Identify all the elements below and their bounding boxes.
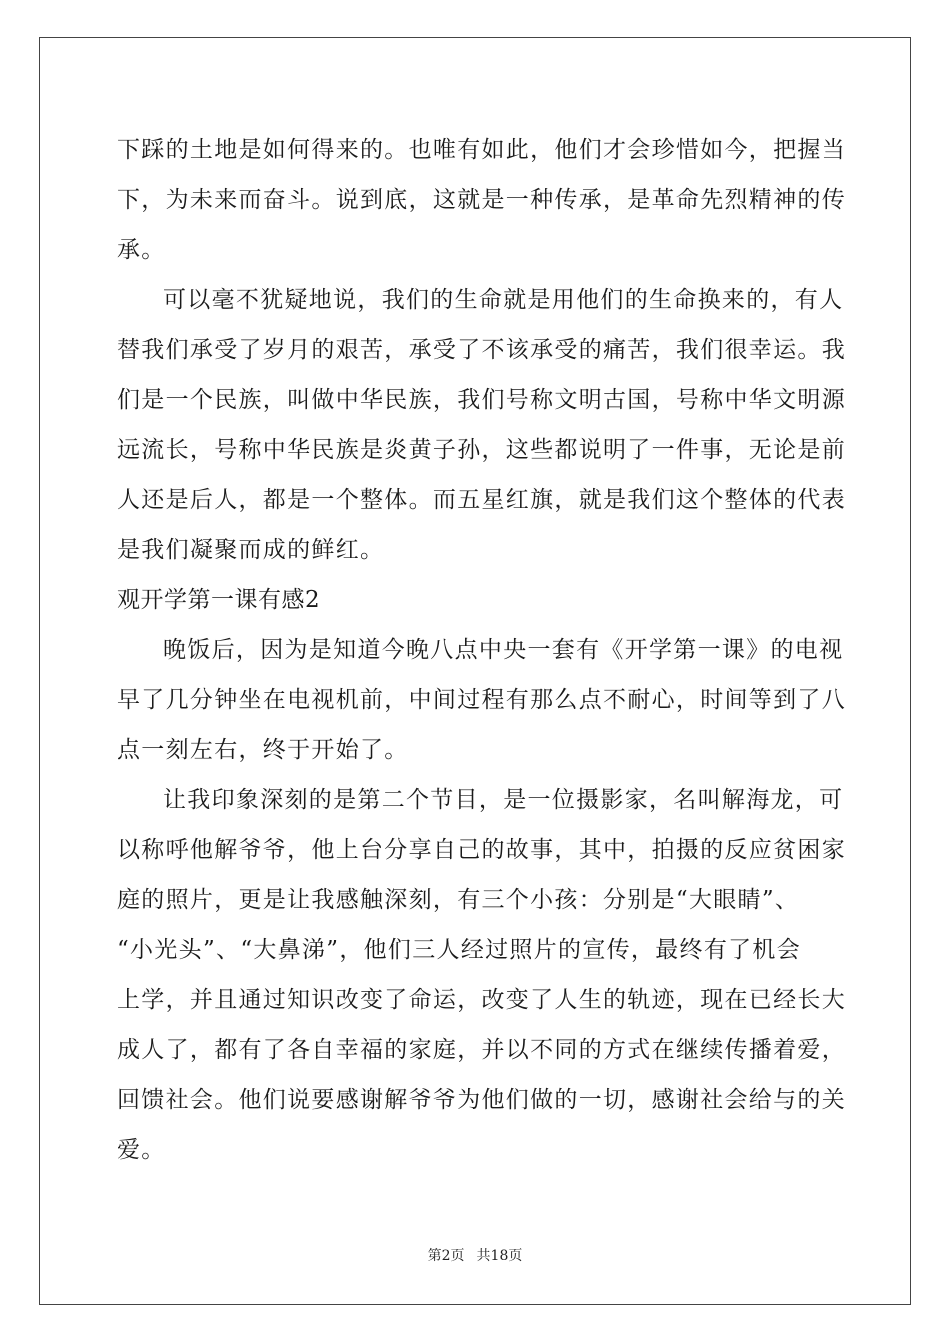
text-line: 回馈社会。他们说要感谢解爷爷为他们做的一切，感谢社会给与的关 bbox=[117, 1087, 846, 1113]
text-line: “小光头”、“大鼻涕”，他们三人经过照片的宣传，最终有了机会 bbox=[117, 937, 802, 963]
text-line: 远流长，号称中华民族是炎黄子孙，这些都说明了一件事，无论是前 bbox=[117, 437, 846, 463]
text-line: 上学，并且通过知识改变了命运，改变了人生的轨迹，现在已经长大 bbox=[117, 987, 846, 1013]
page-total: 共18页 bbox=[476, 1248, 523, 1264]
paragraph-start-line: 让我印象深刻的是第二个节目，是一位摄影家，名叫解海龙，可 bbox=[163, 787, 844, 813]
text-line: 承。 bbox=[117, 237, 166, 263]
page-number: 第2页 bbox=[427, 1248, 465, 1264]
section-heading: 观开学第一课有感2 bbox=[117, 587, 321, 613]
text-line: 早了几分钟坐在电视机前，中间过程有那么点不耐心，时间等到了八 bbox=[117, 687, 846, 713]
text-line: 替我们承受了岁月的艰苦，承受了不该承受的痛苦，我们很幸运。我 bbox=[117, 337, 846, 363]
text-line: 爱。 bbox=[117, 1137, 166, 1163]
text-line: 成人了，都有了各自幸福的家庭，并以不同的方式在继续传播着爱， bbox=[117, 1037, 846, 1063]
page-footer bbox=[0, 1247, 950, 1265]
paragraph-start-line: 可以毫不犹疑地说，我们的生命就是用他们的生命换来的，有人 bbox=[163, 287, 844, 313]
paragraph-start-line: 晚饭后，因为是知道今晚八点中央一套有《开学第一课》的电视 bbox=[163, 637, 844, 663]
text-line: 下，为未来而奋斗。说到底，这就是一种传承，是革命先烈精神的传 bbox=[117, 187, 846, 213]
text-line: 点一刻左右，终于开始了。 bbox=[117, 737, 409, 763]
text-line: 以称呼他解爷爷，他上台分享自己的故事，其中，拍摄的反应贫困家 bbox=[117, 837, 846, 863]
text-line: 庭的照片，更是让我感触深刻，有三个小孩：分别是“大眼睛”、 bbox=[117, 887, 800, 913]
text-line: 人还是后人，都是一个整体。而五星红旗，就是我们这个整体的代表 bbox=[117, 487, 846, 513]
text-line: 们是一个民族，叫做中华民族，我们号称文明古国，号称中华文明源 bbox=[117, 387, 846, 413]
text-line: 下踩的土地是如何得来的。也唯有如此，他们才会珍惜如今，把握当 bbox=[117, 137, 846, 163]
text-line: 是我们凝聚而成的鲜红。 bbox=[117, 537, 385, 563]
